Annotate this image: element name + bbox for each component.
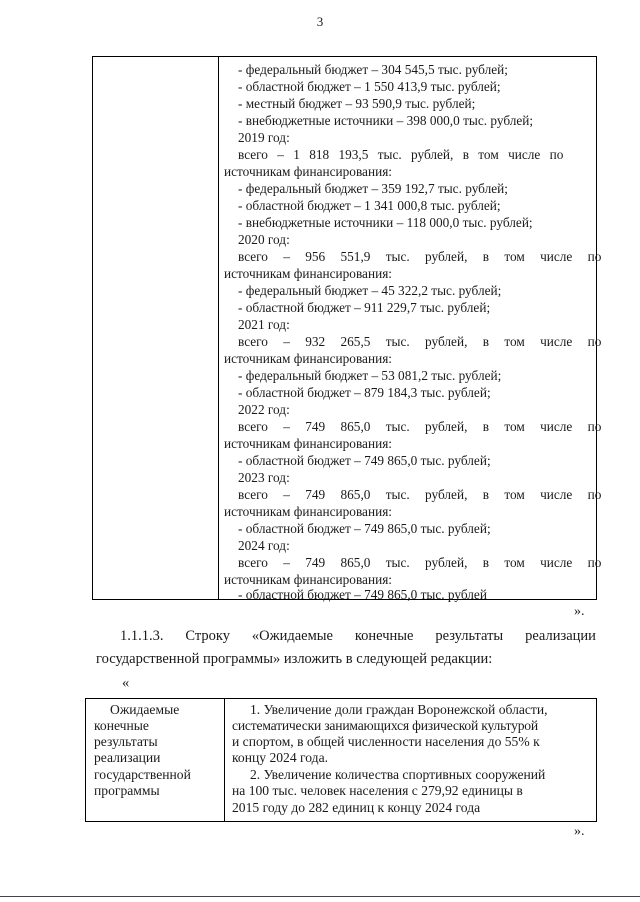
table2-result-line: на 100 тыс. человек населения с 279,92 единицы в xyxy=(232,783,523,798)
year-heading: 2019 год: xyxy=(238,130,290,145)
table2-result-line: 1. Увеличение доли граждан Воронежской области, xyxy=(250,702,548,717)
bottom-edge-line xyxy=(0,896,640,897)
year-heading: 2022 год: xyxy=(238,402,290,417)
table2-top-border xyxy=(85,698,597,699)
table2-right-border xyxy=(596,698,597,822)
funding-line: - местный бюджет – 93 590,9 тыс. рублей; xyxy=(238,96,476,111)
paragraph-word: 1.1.1.3. xyxy=(120,628,164,644)
table1-right-border xyxy=(596,56,597,600)
paragraph-line-1 xyxy=(120,628,596,645)
table2-result-line: 2. Увеличение количества спортивных сооружений xyxy=(250,767,546,782)
total-line: всего – 749 865,0 тыс. рублей, в том числе по xyxy=(238,555,602,570)
table2-result-line: 2015 году до 282 единиц к концу 2024 года xyxy=(232,800,481,815)
total-text: всего – 1 818 193,5 тыс. рублей, в том числе по xyxy=(238,147,564,162)
total-line: всего – 932 265,5 тыс. рублей, в том числе по xyxy=(238,334,602,349)
paragraph-word: результаты xyxy=(435,628,504,644)
table1-top-border xyxy=(92,56,597,57)
funding-sources-label: источникам финансирования: xyxy=(224,164,393,179)
table2-bottom-border xyxy=(85,821,597,822)
funding-line: - областной бюджет – 749 865,0 тыс. рублей xyxy=(238,587,487,602)
funding-sources-label: источникам финансирования: xyxy=(224,572,393,587)
table2-left-border xyxy=(85,698,86,822)
funding-sources-label: источникам финансирования: xyxy=(224,436,393,451)
paragraph-word: конечные xyxy=(354,628,414,644)
year-heading: 2021 год: xyxy=(238,317,290,332)
table2-label-line: конечные xyxy=(94,718,149,733)
total-line: всего – 749 865,0 тыс. рублей, в том числе по xyxy=(238,487,602,502)
total-line: всего – 749 865,0 тыс. рублей, в том числе по xyxy=(238,419,602,434)
funding-sources-label: источникам финансирования: xyxy=(224,351,393,366)
table1-left-border xyxy=(92,56,93,600)
funding-line: - федеральный бюджет – 304 545,5 тыс. рублей; xyxy=(238,62,508,77)
year-heading: 2024 год: xyxy=(238,538,290,553)
opening-quote: « xyxy=(122,675,130,691)
table2-result-line: и спортом, в общей численности населения до 55% к xyxy=(232,734,540,749)
table2-label-line: государственной xyxy=(94,767,191,782)
funding-line: - внебюджетные источники – 398 000,0 тыс. рублей; xyxy=(238,113,534,128)
funding-line: - внебюджетные источники – 118 000,0 тыс. рублей; xyxy=(238,215,533,230)
table2-label-line: результаты xyxy=(94,734,158,749)
funding-line: - областной бюджет – 1 341 000,8 тыс. рублей; xyxy=(238,198,501,213)
funding-line: - областной бюджет – 749 865,0 тыс. рублей; xyxy=(238,521,491,536)
closing-quote: ». xyxy=(574,824,585,839)
year-heading: 2023 год: xyxy=(238,470,290,485)
table2-result-line: концу 2024 года. xyxy=(232,750,329,765)
table2-label-line: программы xyxy=(94,783,160,798)
closing-quote: ». xyxy=(574,604,585,619)
funding-line: - областной бюджет – 749 865,0 тыс. рублей; xyxy=(238,453,491,468)
table2-divider xyxy=(224,698,225,822)
funding-line: - федеральный бюджет – 45 322,2 тыс. рублей; xyxy=(238,283,502,298)
paragraph-word: Строку xyxy=(185,628,230,644)
table2-result-line: систематически занимающихся физической культурой xyxy=(232,718,538,733)
funding-line: - федеральный бюджет – 53 081,2 тыс. рублей; xyxy=(238,368,502,383)
table1-divider xyxy=(218,56,219,600)
table2-label-line: реализации xyxy=(94,750,161,765)
year-heading: 2020 год: xyxy=(238,232,290,247)
total-line xyxy=(238,146,589,163)
paragraph-word: реализации xyxy=(525,628,596,644)
funding-line: - областной бюджет – 911 229,7 тыс. рублей; xyxy=(238,300,491,315)
funding-sources-label: источникам финансирования: xyxy=(224,266,393,281)
table2-label-line: Ожидаемые xyxy=(110,702,180,717)
funding-line: - федеральный бюджет – 359 192,7 тыс. рублей; xyxy=(238,181,508,196)
paragraph-word: «Ожидаемые xyxy=(251,628,333,644)
funding-line: - областной бюджет – 879 184,3 тыс. рублей; xyxy=(238,385,491,400)
total-line: всего – 956 551,9 тыс. рублей, в том числе по xyxy=(238,249,602,264)
paragraph-line-2: государственной программы» изложить в следующей редакции: xyxy=(96,651,493,667)
page-number: 3 xyxy=(316,14,324,29)
funding-line: - областной бюджет – 1 550 413,9 тыс. рублей; xyxy=(238,79,501,94)
funding-sources-label: источникам финансирования: xyxy=(224,504,393,519)
